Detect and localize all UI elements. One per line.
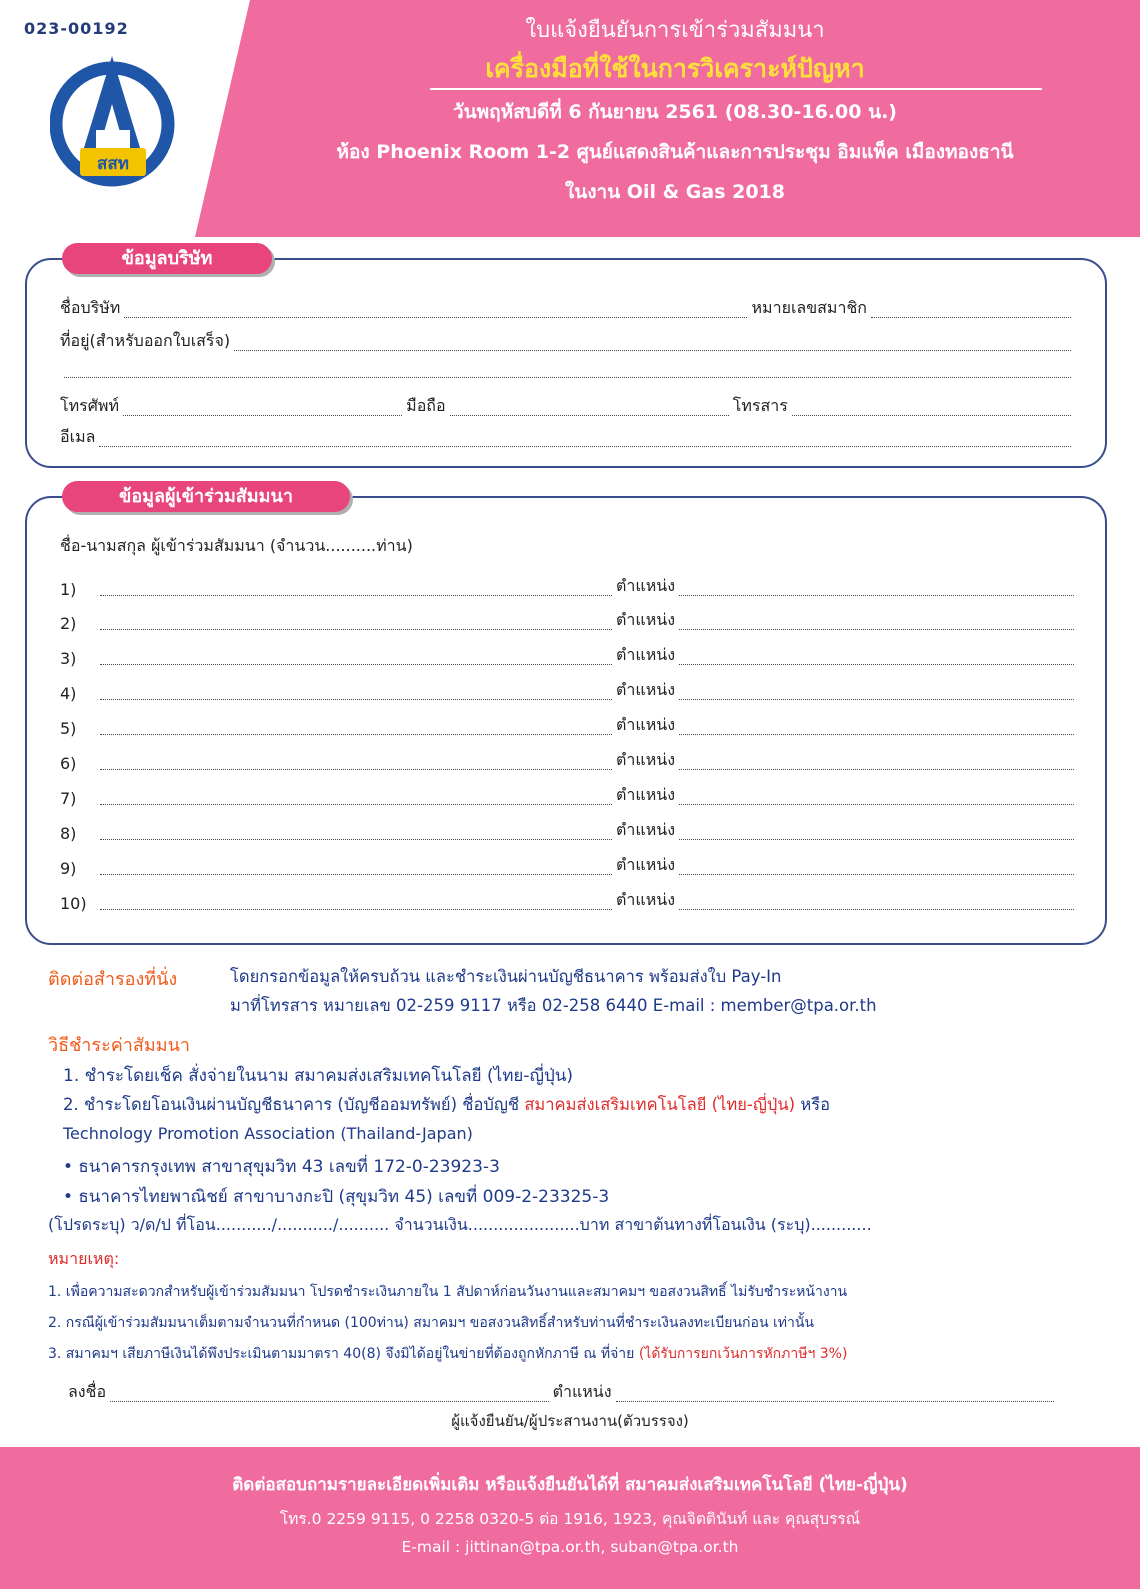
notes-label: หมายเหตุ:: [48, 1249, 120, 1268]
payment-label: วิธีชำระค่าสัมมนา: [48, 1035, 191, 1056]
attendee-name-field[interactable]: [100, 790, 612, 805]
payment-item-2-or: หรือ: [795, 1095, 831, 1114]
member-number-label: หมายเลขสมาชิก: [751, 298, 867, 317]
email-label: อีเมล: [60, 427, 96, 446]
attendee-number: 9): [60, 859, 77, 878]
seminar-venue: ห้อง Phoenix Room 1-2 ศูนย์แสดงสินค้าและการประชุม อิมแพ็ค เมืองทองธานี: [336, 141, 1014, 163]
attendee-position-field[interactable]: [679, 720, 1074, 735]
attendee-row: [60, 818, 1078, 843]
payment-item-2: [63, 1092, 830, 1118]
attendee-position-field[interactable]: [679, 790, 1074, 805]
signer-position-field[interactable]: [616, 1387, 1054, 1402]
email-row: [60, 425, 1075, 450]
attendee-name-field[interactable]: [100, 581, 612, 596]
form-title: ใบแจ้งยืนยันการเข้าร่วมสัมมนา: [525, 18, 825, 43]
address-label: ที่อยู่(สำหรับออกใบเสร็จ): [60, 331, 231, 350]
footer-contact-title: ติดต่อสอบถามรายละเอียดเพิ่มเติม หรือแจ้งยืนยันได้ที่ สมาคมส่งเสริมเทคโนโลยี (ไทย-ญี่ปุ่น): [232, 1475, 908, 1495]
position-label: ตำแหน่ง: [616, 610, 675, 629]
attendee-row: [60, 574, 1078, 599]
note-3-text: 3. สมาคมฯ เสียภาษีเงินได้พึงประเมินตามมาตรา 40(8) จึงมิได้อยู่ในข่ายที่ต้องถูกหักภาษี ณ ที่จ่าย: [48, 1346, 639, 1362]
attendee-number: 8): [60, 824, 77, 843]
attendee-name-field[interactable]: [100, 825, 612, 840]
attendee-name-field[interactable]: [100, 755, 612, 770]
attendee-number: 2): [60, 614, 77, 633]
transfer-detail-line[interactable]: (โปรดระบุ) ว/ด/ป ที่โอน.........../.........../.......... จำนวนเงิน......................บาท สาขาต้นทางที่โอนเงิน (ระบุ)............: [48, 1215, 872, 1234]
footer-banner: [0, 1447, 1140, 1589]
attendee-position-field[interactable]: [679, 581, 1074, 596]
account-name: สมาคมส่งเสริมเทคโนโลยี (ไทย-ญี่ปุ่น): [524, 1095, 796, 1114]
phone-field[interactable]: [123, 401, 402, 416]
note-3-highlight: (ได้รับการยกเว้นการหักภาษีฯ 3%): [638, 1346, 848, 1362]
position-label: ตำแหน่ง: [616, 890, 675, 909]
attendee-position-field[interactable]: [679, 650, 1074, 665]
bank-account-2: • ธนาคารไทยพาณิชย์ สาขาบางกะปิ (สุขุมวิท 45) เลขที่ 009-2-23325-3: [63, 1187, 610, 1207]
attendee-name-field[interactable]: [100, 650, 612, 665]
header-divider: [430, 88, 1042, 90]
position-label: ตำแหน่ง: [616, 855, 675, 874]
document-code: 023-00192: [24, 19, 129, 38]
attendee-row: [60, 608, 1078, 633]
seminar-event: ในงาน Oil & Gas 2018: [564, 181, 785, 203]
bank-account-1: • ธนาคารกรุงเทพ สาขาสุขุมวิท 43 เลขที่ 172-0-23923-3: [63, 1157, 500, 1177]
company-name-label: ชื่อบริษัท: [60, 298, 121, 317]
attendee-number: 3): [60, 649, 77, 668]
footer-phone: โทร.0 2259 9115, 0 2258 0320-5 ต่อ 1916, 1923, คุณจิตตินันท์ และ คุณสุบรรณ์: [279, 1510, 861, 1528]
note-3: [48, 1343, 847, 1365]
position-label: ตำแหน่ง: [616, 750, 675, 769]
attendee-number: 10): [60, 894, 87, 913]
attendee-number: 1): [60, 580, 77, 599]
mobile-label: มือถือ: [406, 396, 446, 415]
fax-field[interactable]: [792, 401, 1071, 416]
email-field[interactable]: [99, 432, 1071, 447]
position-label: ตำแหน่ง: [616, 785, 675, 804]
member-number-field[interactable]: [871, 303, 1071, 318]
attendee-position-field[interactable]: [679, 755, 1074, 770]
position-label: ตำแหน่ง: [616, 820, 675, 839]
reserve-label: ติดต่อสำรองที่นั่ง: [48, 969, 178, 990]
attendee-name-field[interactable]: [100, 685, 612, 700]
attendee-position-field[interactable]: [679, 895, 1074, 910]
attendee-position-field[interactable]: [679, 860, 1074, 875]
fax-label: โทรสาร: [732, 396, 788, 415]
note-1: 1. เพื่อความสะดวกสำหรับผู้เข้าร่วมสัมมนา โปรดชำระเงินภายใน 1 สัปดาห์ก่อนวันงานและสมาคมฯ ขอสงวนสิทธิ์ ไม่รับชำระหน้างาน: [48, 1284, 848, 1300]
seminar-date: วันพฤหัสบดีที่ 6 กันยายน 2561 (08.30-16.00 น.): [453, 101, 897, 123]
address-row: [60, 329, 1075, 354]
address-field[interactable]: [234, 336, 1071, 351]
position-label: ตำแหน่ง: [616, 715, 675, 734]
payment-item-2-text: 2. ชำระโดยโอนเงินผ่านบัญชีธนาคาร (บัญชีออมทรัพย์) ชื่อบัญชี: [63, 1095, 525, 1114]
attendee-row: [60, 713, 1078, 738]
phone-row: [60, 394, 1075, 419]
attendee-position-field[interactable]: [679, 685, 1074, 700]
reserve-line-1: โดยกรอกข้อมูลให้ครบถ้วน และชำระเงินผ่านบัญชีธนาคาร พร้อมส่งใบ Pay-In: [230, 967, 782, 986]
address-row-2: [60, 363, 1075, 381]
attendee-position-field[interactable]: [679, 825, 1074, 840]
reserve-line-2: มาที่โทรสาร หมายเลข 02-259 9117 หรือ 02-258 6440 E-mail : member@tpa.or.th: [230, 996, 877, 1015]
tpa-logo: [50, 52, 180, 187]
footer-email[interactable]: E-mail : jittinan@tpa.or.th, suban@tpa.or.th: [401, 1538, 739, 1556]
attendee-row: [60, 853, 1078, 878]
attendee-name-field[interactable]: [100, 720, 612, 735]
attendee-row: [60, 643, 1078, 668]
payment-item-1: 1. ชำระโดยเช็ค สั่งจ่ายในนาม สมาคมส่งเสริมเทคโนโลยี (ไทย-ญี่ปุ่น): [63, 1066, 574, 1086]
attendee-count-line: ชื่อ-นามสกุล ผู้เข้าร่วมสัมมนา (จำนวน..........ท่าน): [60, 536, 413, 555]
attendee-row: [60, 783, 1078, 808]
position-label: ตำแหน่ง: [616, 645, 675, 664]
attendee-number: 5): [60, 719, 77, 738]
attendee-number: 6): [60, 754, 77, 773]
logo-text: สสท: [97, 154, 129, 174]
mobile-field[interactable]: [450, 401, 729, 416]
signature-row: [68, 1380, 1058, 1405]
note-2: 2. กรณีผู้เข้าร่วมสัมมนาเต็มตามจำนวนที่กำหนด (100ท่าน) สมาคมฯ ขอสงวนสิทธิ์สำหรับท่านที่ชำระเงินลงทะเบียนก่อน เท่านั้น: [48, 1315, 814, 1331]
signature-caption: ผู้แจ้งยืนยัน/ผู้ประสานงาน(ตัวบรรจง): [451, 1412, 689, 1430]
phone-label: โทรศัพท์: [60, 396, 119, 415]
attendee-info-heading: ข้อมูลผู้เข้าร่วมสัมมนา: [62, 481, 350, 512]
address-field-2[interactable]: [64, 363, 1071, 378]
signature-field[interactable]: [110, 1387, 548, 1402]
position-label: ตำแหน่ง: [616, 680, 675, 699]
signature-label: ลงชื่อ: [68, 1382, 107, 1401]
attendee-position-field[interactable]: [679, 615, 1074, 630]
seminar-topic: เครื่องมือที่ใช้ในการวิเคราะห์ปัญหา: [485, 54, 865, 83]
position-label: ตำแหน่ง: [616, 576, 675, 595]
attendee-row: [60, 888, 1078, 913]
account-name-en: Technology Promotion Association (Thailand-Japan): [63, 1124, 473, 1143]
attendee-name-field[interactable]: [100, 895, 612, 910]
attendee-number: 7): [60, 789, 77, 808]
attendee-row: [60, 748, 1078, 773]
attendee-name-field[interactable]: [100, 615, 612, 630]
attendee-number: 4): [60, 684, 77, 703]
signer-position-label: ตำแหน่ง: [552, 1382, 612, 1401]
company-name-field[interactable]: [124, 303, 747, 318]
attendee-name-field[interactable]: [100, 860, 612, 875]
attendee-row: [60, 678, 1078, 703]
company-name-row: [60, 296, 1075, 321]
company-info-heading: ข้อมูลบริษัท: [62, 243, 272, 274]
